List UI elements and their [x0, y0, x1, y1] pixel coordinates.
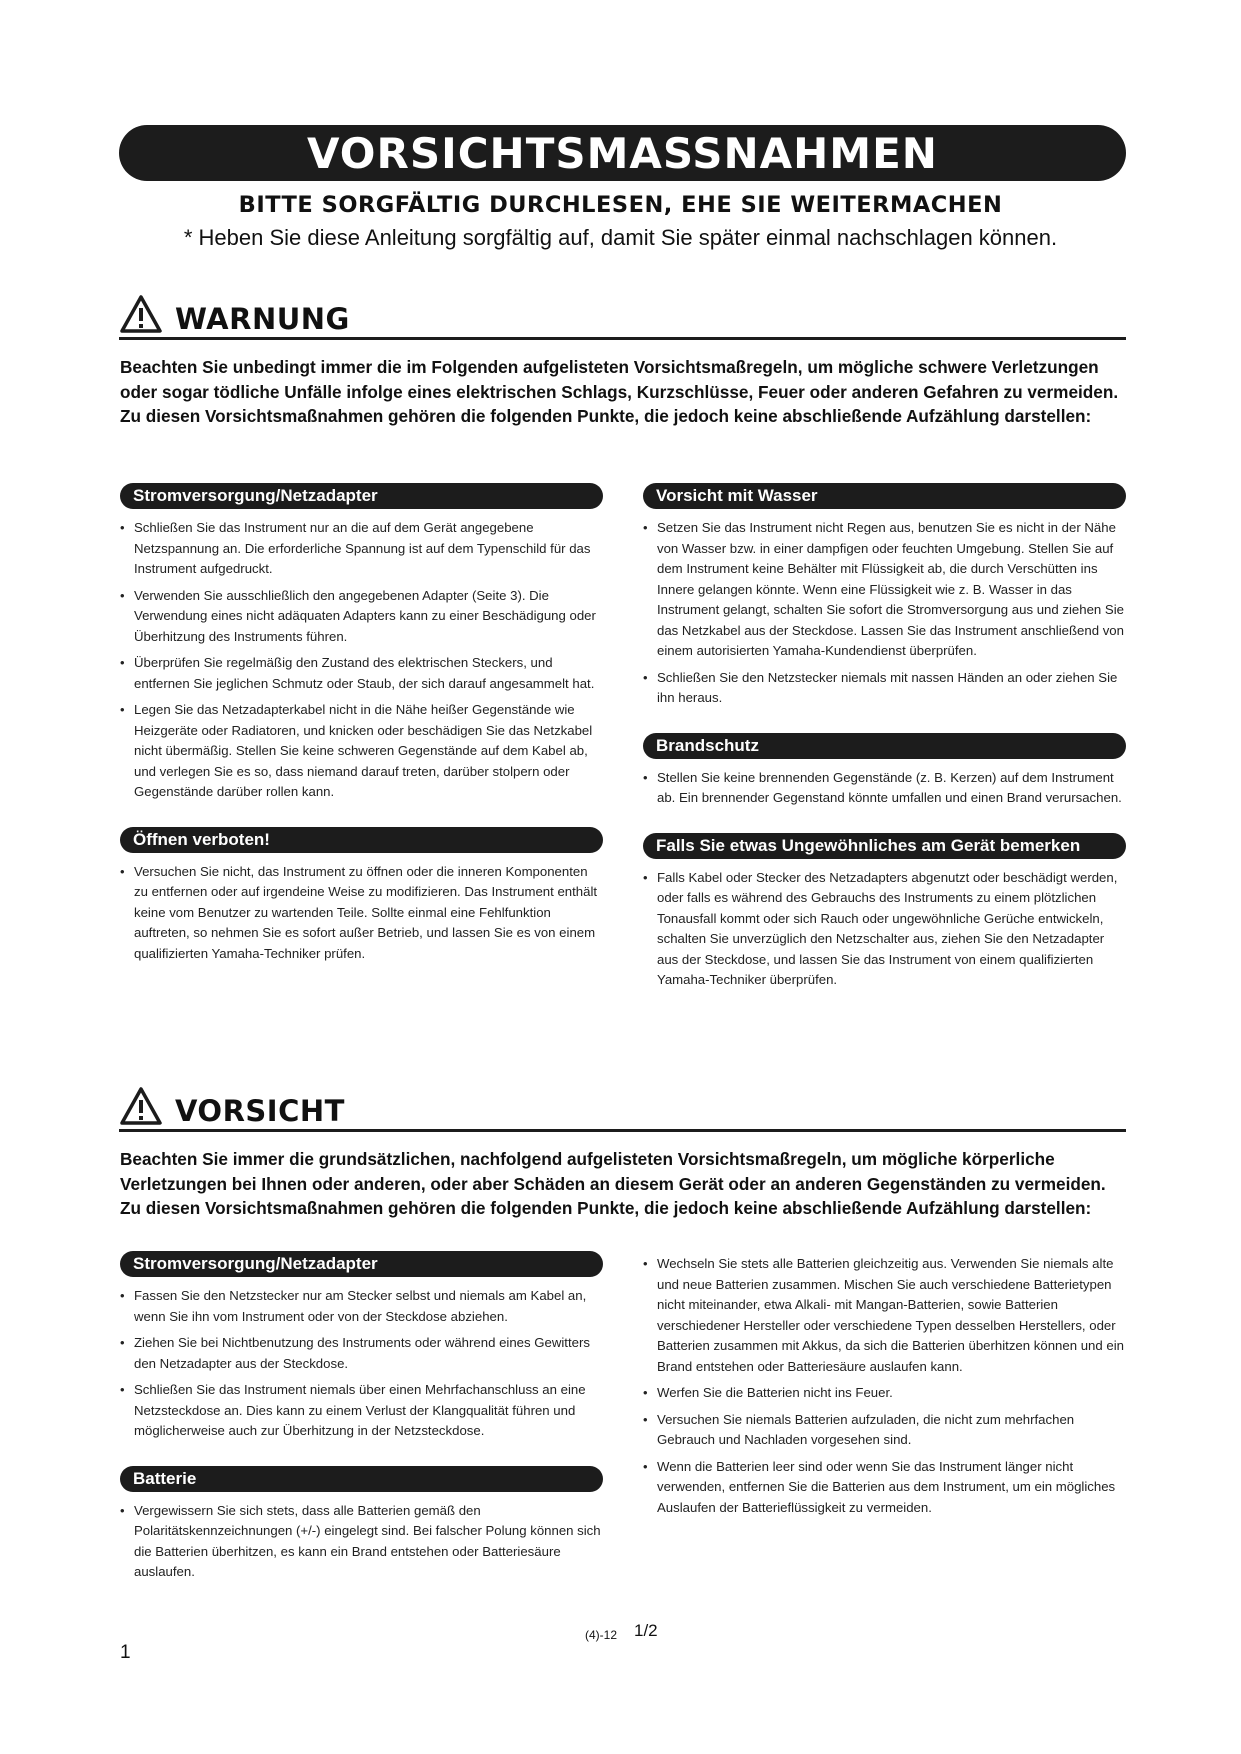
list-item: • Fassen Sie den Netzstecker nur am Stecker selbst und niemals am Kabel an, wenn Sie ihn vom Instrument oder von der Steckdose abziehen.	[120, 1286, 603, 1327]
bullet-list	[120, 1501, 603, 1583]
title-banner	[119, 125, 1126, 181]
list-item: • Werfen Sie die Batterien nicht ins Feuer.	[643, 1383, 1126, 1404]
list-item: • Schließen Sie das Instrument nur an die auf dem Gerät angegebene Netzspannung an. Die erforderliche Spannung ist auf dem Typenschild für das Instrument aufgedruckt.	[120, 518, 603, 580]
list-item: • Verwenden Sie ausschließlich den angegebenen Adapter (Seite 3). Die Verwendung eines nicht adäquaten Adapters kann zu einer Beschädigung oder Überhitzung des Instruments führen.	[120, 586, 603, 648]
bullet-list	[643, 768, 1126, 809]
list-item: • Versuchen Sie nicht, das Instrument zu öffnen oder die inneren Komponenten zu entfernen oder auf irgendeine Weise zu modifizieren. Das Instrument enthält keine vom Benutzer zu wartenden Teile. Sollte einmal eine Fehlfunktion auftreten, so nehmen Sie es sofort außer Betrieb, und lassen Sie es von einem qualifizierten Yamaha-Techniker prüfen.	[120, 862, 603, 965]
section-wasser	[643, 483, 1126, 709]
section-ungewoehnliches	[643, 833, 1126, 991]
page-fraction: 1/2	[634, 1621, 658, 1640]
vorsicht-intro: Beachten Sie immer die grundsätzlichen, nachfolgend aufgelisteten Vorsichtsmaßregeln, um mögliche körperliche Verletzungen bei Ihnen oder anderen, oder aber Schäden an diesem Gerät oder an anderen Gegenständen zu vermeiden. Zu diesen Vorsichtsmaßnahmen gehören die folgenden Punkte, die jedoch keine abschließende Aufzählung darstellen:	[120, 1149, 1106, 1218]
section-brandschutz	[643, 733, 1126, 809]
section-heading: Stromversorgung/Netzadapter	[120, 1251, 603, 1277]
bullet-list	[643, 868, 1126, 991]
bullet-list	[120, 518, 603, 803]
list-item: • Wechseln Sie stets alle Batterien gleichzeitig aus. Verwenden Sie niemals alte und neue Batterien zusammen. Mischen Sie auch verschiedene Batterietypen nicht miteinander, etwa Alkali- mit Mangan-Batterien, sowie Batterien verschiedener Hersteller oder verschiedene Typen desselben Herstellers, oder Batterien zusammen mit Akkus, da sich die Batterien überhitzen können und ein Brand entstehen oder Batteriesäure auslaufen kann.	[643, 1254, 1126, 1377]
list-item: • Schließen Sie das Instrument niemals über einen Mehrfachanschluss an eine Netzsteckdose an. Dies kann zu einem Verlust der Klangqualität führen und möglicherweise auch zur Überhitzung in der Netzsteckdose.	[120, 1380, 603, 1442]
vorsicht-title: VORSICHT	[175, 1094, 345, 1128]
warning-triangle-icon	[119, 1086, 163, 1126]
vorsicht-left-column	[120, 1251, 603, 1607]
list-item: • Überprüfen Sie regelmäßig den Zustand des elektrischen Steckers, und entfernen Sie jeglichen Schmutz oder Staub, der sich darauf angesammelt hat.	[120, 653, 603, 694]
section-stromversorgung	[120, 1251, 603, 1442]
bullet-list	[120, 862, 603, 965]
warnung-right-column	[643, 483, 1126, 1015]
section-heading: Falls Sie etwas Ungewöhnliches am Gerät bemerken	[643, 833, 1126, 859]
storage-note: * Heben Sie diese Anleitung sorgfältig auf, damit Sie später einmal nachschlagen können.	[183, 225, 1058, 250]
list-item: • Ziehen Sie bei Nichtbenutzung des Instruments oder während eines Gewitters den Netzadapter aus der Steckdose.	[120, 1333, 603, 1374]
page-number: 1	[120, 1642, 131, 1663]
section-stromversorgung	[120, 483, 603, 803]
bullet-list	[120, 1286, 603, 1442]
section-heading: Stromversorgung/Netzadapter	[120, 483, 603, 509]
list-item: • Stellen Sie keine brennenden Gegenstände (z. B. Kerzen) auf dem Instrument ab. Ein brennender Gegenstand könnte umfallen und einen Brand verursachen.	[643, 768, 1126, 809]
list-item: • Schließen Sie den Netzstecker niemals mit nassen Händen an oder ziehen Sie ihn heraus.	[643, 668, 1126, 709]
warnung-intro: Beachten Sie unbedingt immer die im Folgenden aufgelisteten Vorsichtsmaßregeln, um mögliche schwere Verletzungen oder sogar tödliche Unfälle infolge eines elektrischen Schlags, Kurzschlüsse, Feuer oder anderen Gefahren zu vermeiden. Zu diesen Vorsichtsmaßnahmen gehören die folgenden Punkte, die jedoch keine abschließende Aufzählung darstellen:	[120, 357, 1119, 426]
warnung-heading	[119, 288, 1126, 340]
warning-triangle-icon	[119, 294, 163, 334]
document-code: (4)-12	[585, 1628, 618, 1642]
list-item: • Versuchen Sie niemals Batterien aufzuladen, die nicht zum mehrfachen Gebrauch und Nachladen vorgesehen sind.	[643, 1410, 1126, 1451]
list-item: • Falls Kabel oder Stecker des Netzadapters abgenutzt oder beschädigt werden, oder falls es während des Gebrauchs des Instruments zu einem plötzlichen Tonausfall kommt oder sich Rauch oder ungewöhnliche Gerüche entwickeln, schalten Sie unverzüglich den Netzschalter aus, ziehen Sie den Netzadapter aus der Steckdose, und lassen Sie das Instrument von einem qualifizierten Yamaha-Techniker überprüfen.	[643, 868, 1126, 991]
page-title: VORSICHTSMASSNAHMEN	[307, 128, 938, 178]
list-item: • Legen Sie das Netzadapterkabel nicht in die Nähe heißer Gegenstände wie Heizgeräte oder Radiatoren, und knicken oder beschädigen Sie das Netzkabel nicht übermäßig. Stellen Sie keine schweren Gegenstände auf dem Kabel ab, und verlegen Sie es so, dass niemand darauf treten, darüber stolpern oder Gegenstände darüber rollen kann.	[120, 700, 603, 803]
section-heading: Vorsicht mit Wasser	[643, 483, 1126, 509]
section-batterie	[120, 1466, 603, 1583]
section-heading: Batterie	[120, 1466, 603, 1492]
section-heading: Brandschutz	[643, 733, 1126, 759]
page-subtitle: BITTE SORGFÄLTIG DURCHLESEN, EHE SIE WEITERMACHEN	[238, 192, 1003, 218]
bullet-list	[643, 518, 1126, 709]
section-heading: Öffnen verboten!	[120, 827, 603, 853]
list-item: • Setzen Sie das Instrument nicht Regen aus, benutzen Sie es nicht in der Nähe von Wasser bzw. in einer dampfigen oder feuchten Umgebung. Stellen Sie auf dem Instrument keine Behälter mit Flüssigkeit ab, die durch Verschütten ins Innere gelangen könnte. Wenn eine Flüssigkeit wie z. B. Wasser in das Instrument gelangt, schalten Sie sofort die Stromversorgung aus und ziehen Sie das Netzkabel aus der Steckdose. Lassen Sie das Instrument anschließend von einem autorisierten Yamaha-Kundendienst überprüfen.	[643, 518, 1126, 662]
section-oeffnen-verboten	[120, 827, 603, 965]
warnung-left-column	[120, 483, 603, 988]
list-item: • Vergewissern Sie sich stets, dass alle Batterien gemäß den Polaritätskennzeichnungen (+/-) eingelegt sind. Bei falscher Polung können sich die Batterien überhitzen, es kann ein Brand entstehen oder Batteriesäure auslaufen.	[120, 1501, 603, 1583]
bullet-list	[643, 1254, 1126, 1518]
vorsicht-heading	[119, 1080, 1126, 1132]
vorsicht-right-column	[643, 1254, 1126, 1524]
warnung-title: WARNUNG	[175, 302, 350, 336]
list-item: • Wenn die Batterien leer sind oder wenn Sie das Instrument länger nicht verwenden, entfernen Sie die Batterien aus dem Instrument, um ein mögliches Auslaufen der Batterieflüssigkeit zu vermeiden.	[643, 1457, 1126, 1519]
